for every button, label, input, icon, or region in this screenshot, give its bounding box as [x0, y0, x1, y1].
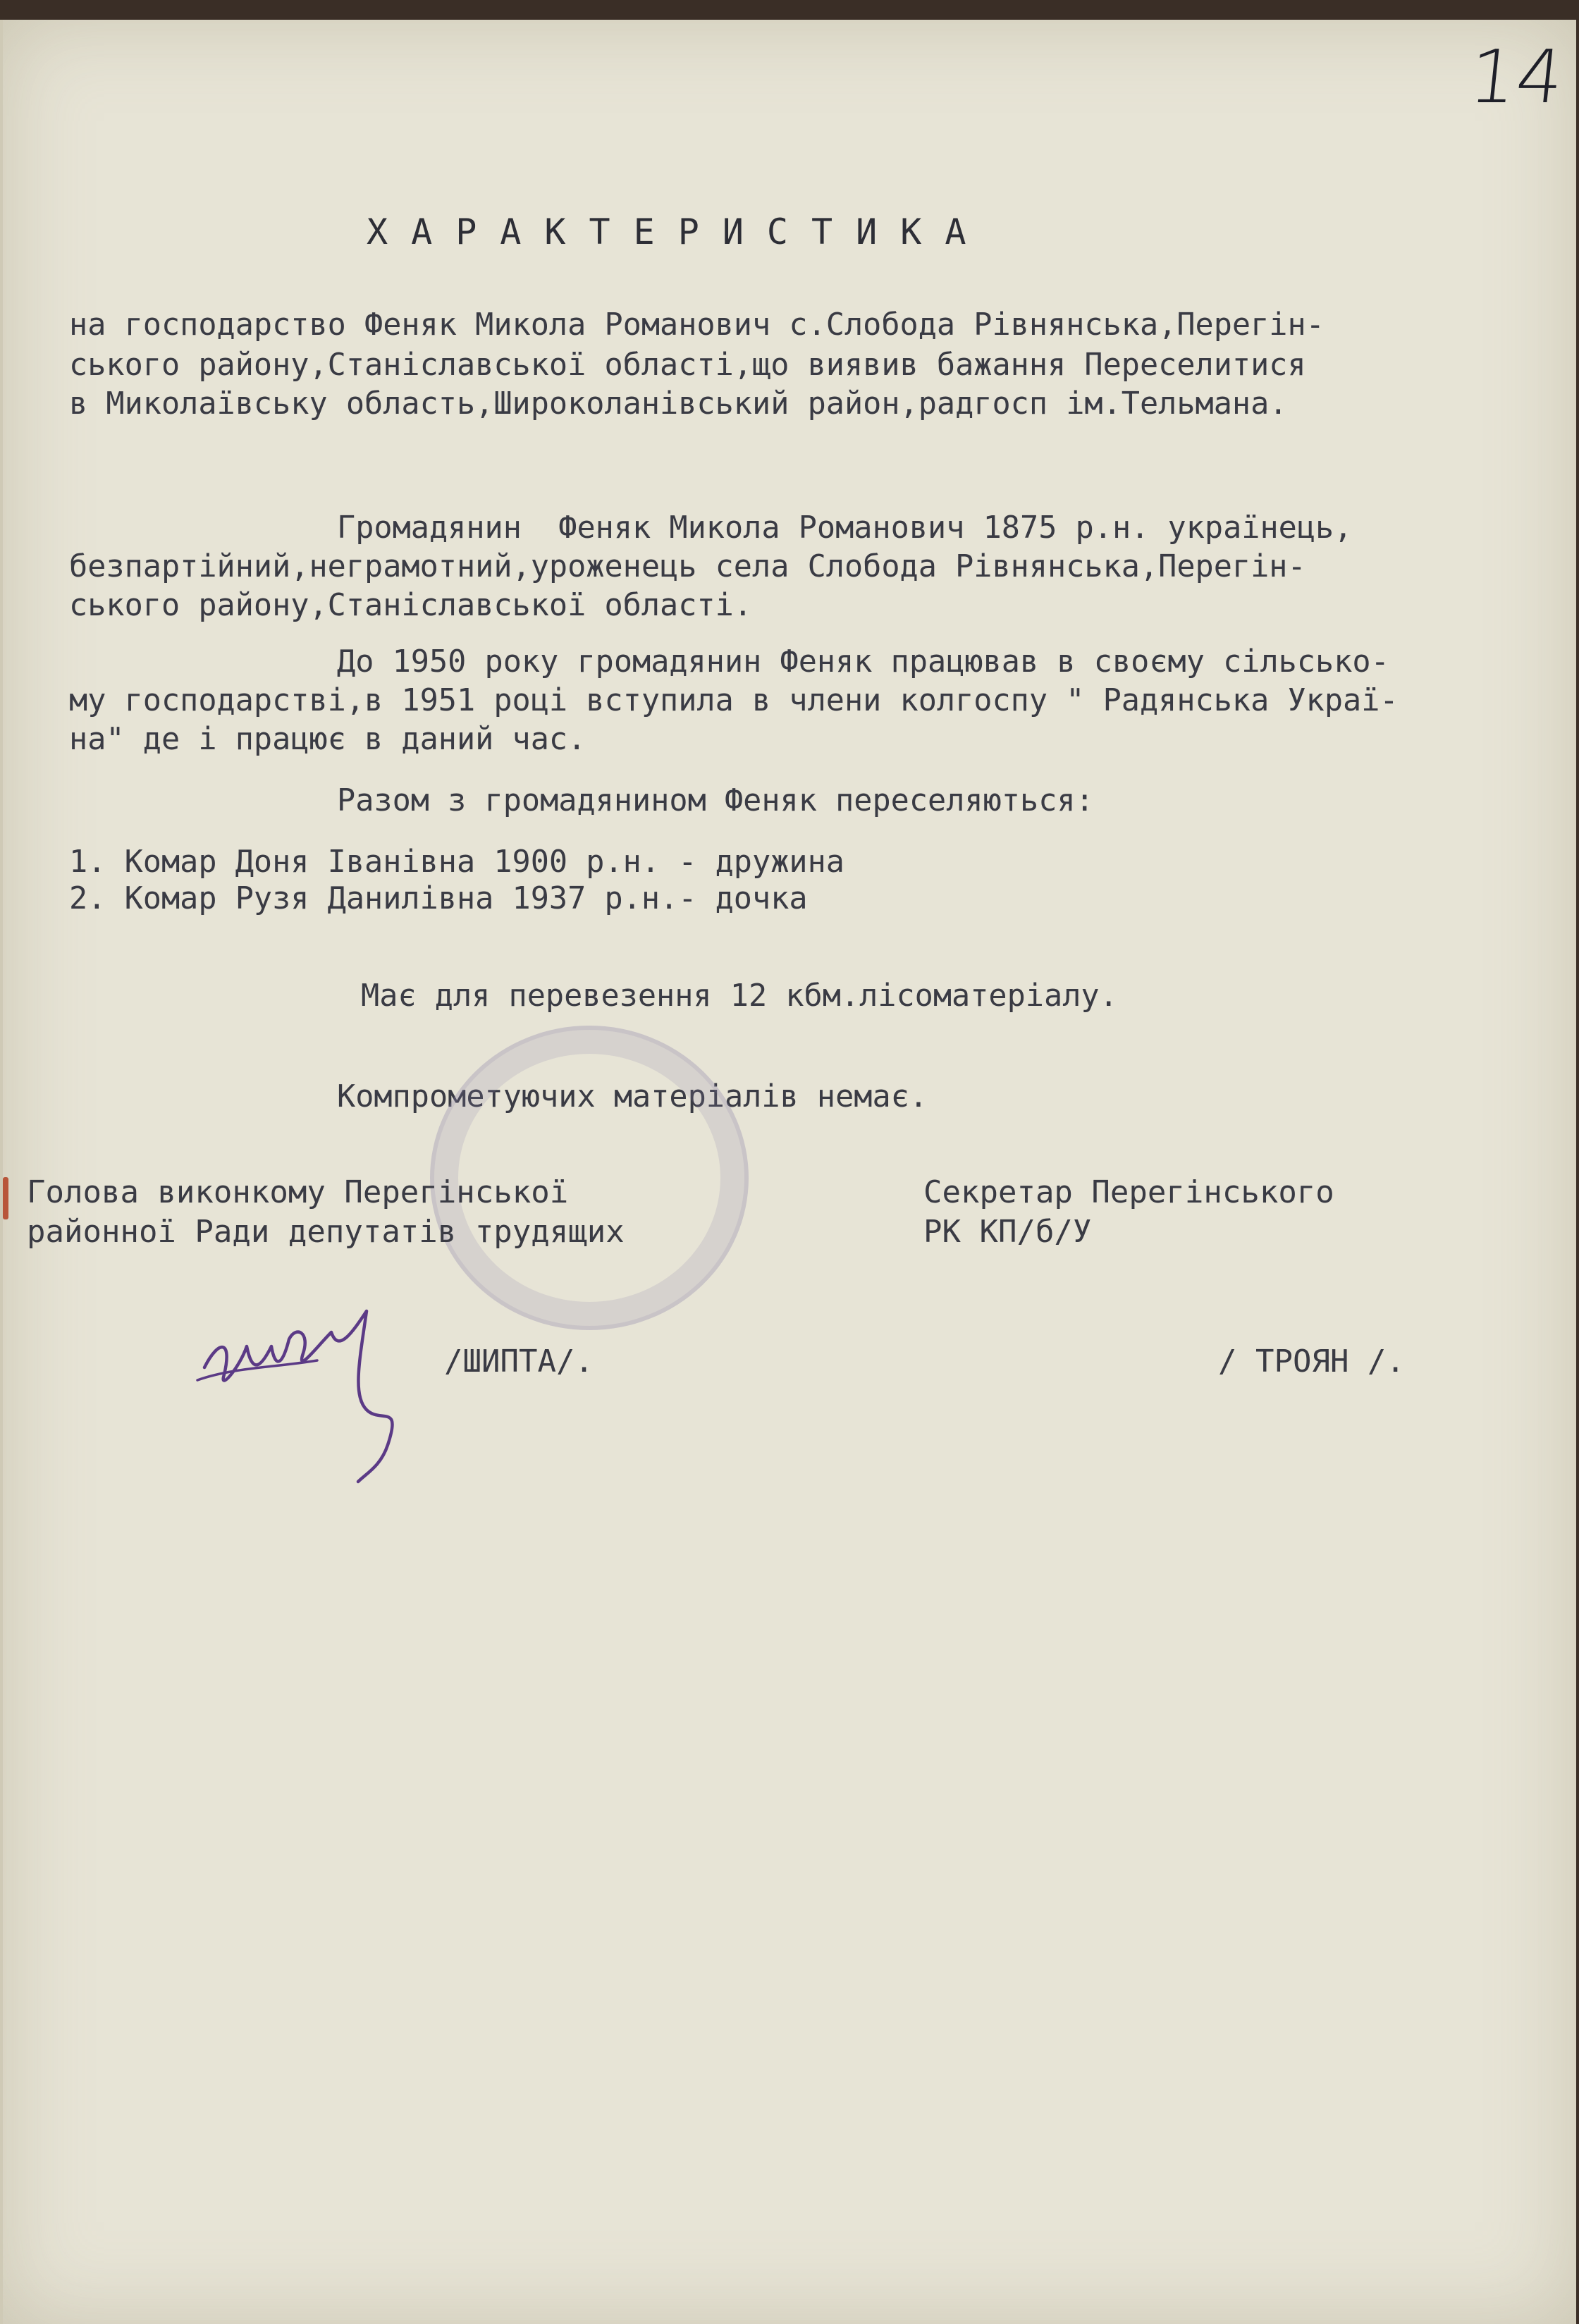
- paragraph-line: на" де і працює в даний час.: [69, 722, 586, 757]
- left-signatory-name: /ШИПТА/.: [444, 1344, 594, 1379]
- document-title: ХАРАКТЕРИСТИКА: [367, 211, 990, 252]
- subtitle-line: ського району,Станіславської області,що виявив бажання Переселитися: [69, 348, 1306, 383]
- paragraph-line: До 1950 року громадянин Феняк працював в своєму сільсько-: [337, 644, 1389, 680]
- left-signatory-title: районної Ради депутатів трудящих: [27, 1214, 625, 1250]
- paragraph-line: ського району,Станіславської області.: [69, 588, 753, 623]
- right-signatory-title: Секретар Перегінського: [923, 1174, 1334, 1210]
- subtitle-line: на господарство Феняк Микола Романович с.Слобода Рівнянська,Перегін-: [69, 307, 1325, 343]
- compromising-note: Компрометуючих матеріалів немає.: [337, 1079, 928, 1114]
- left-signatory-title: Голова виконкому Перегінської: [27, 1174, 569, 1210]
- subtitle-line: в Миколаївську область,Широколанівський район,радгосп ім.Тельмана.: [69, 386, 1288, 422]
- right-signatory-name: / ТРОЯН /.: [1218, 1344, 1405, 1379]
- family-member: 2. Комар Рузя Данилівна 1937 р.н.- дочка: [69, 881, 808, 916]
- paragraph-line: безпартійний,неграмотний,уроженець села Слобода Рівнянська,Перегін-: [69, 549, 1306, 584]
- handwritten-signature: [190, 1262, 430, 1487]
- paragraph-line: му господарстві,в 1951 році вступила в члени колгоспу " Радянська Украї-: [69, 683, 1399, 718]
- family-member: 1. Комар Доня Іванівна 1900 р.н. - дружина: [69, 844, 844, 880]
- margin-mark: [3, 1177, 8, 1219]
- page-number: 14: [1465, 34, 1568, 120]
- right-signatory-title: РК КП/б/У: [923, 1214, 1092, 1250]
- transport-note: Має для перевезення 12 кбм.лісоматеріалу.: [361, 978, 1118, 1014]
- paragraph-line: Громадянин Феняк Микола Романович 1875 р.н. українець,: [337, 510, 1353, 546]
- resettle-intro: Разом з громадянином Феняк переселяються:: [337, 783, 1094, 818]
